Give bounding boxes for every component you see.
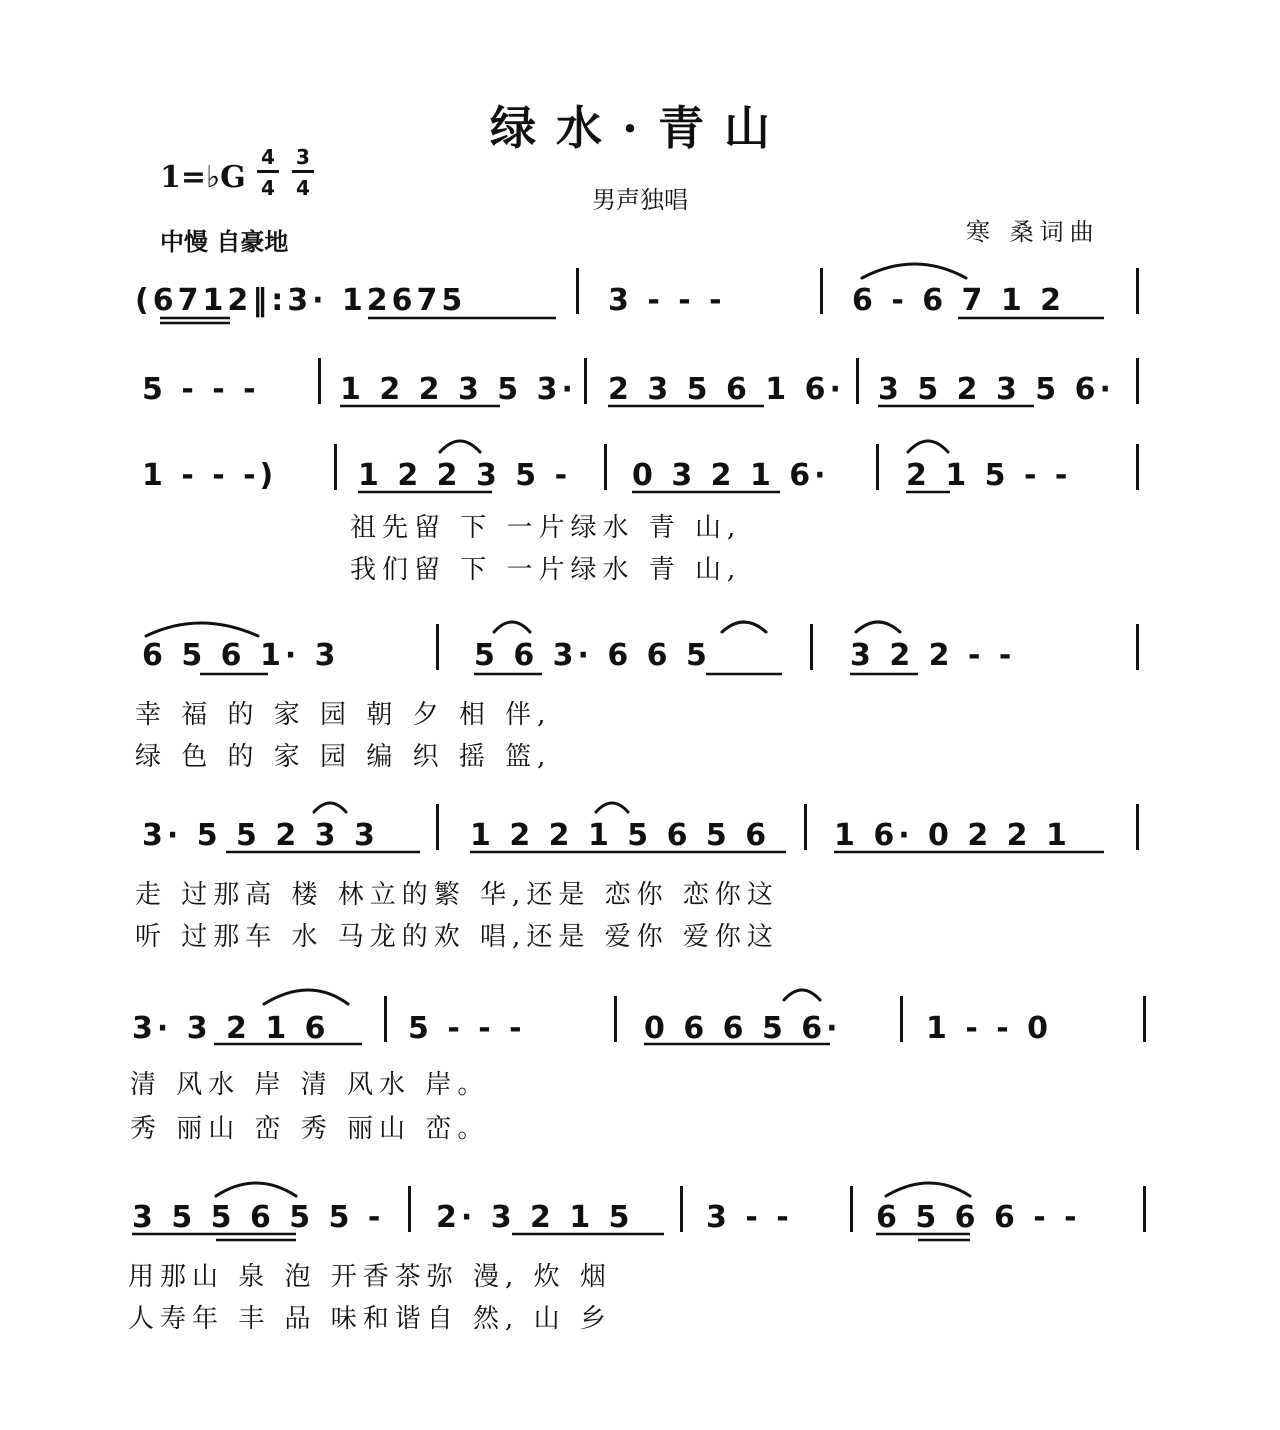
key-signature: 1=♭G [160,160,246,195]
slur-mark [216,1183,296,1196]
bar-line [1143,1186,1146,1232]
bar-line [576,268,579,314]
measure: 3· 5 5 2 3 3 [142,818,379,853]
slur-mark [784,990,820,1000]
bar-line [856,358,859,404]
bar-line [614,996,617,1042]
time-sig-denominator: 4 [261,176,275,200]
bar-line [584,358,587,404]
measure: 5 - - - [142,372,260,407]
bar-line [804,804,807,850]
slur-mark [494,622,530,632]
measure: 2· 3 2 1 5 [436,1200,634,1235]
measure: 1 2 2 3 5 - [358,458,572,493]
bar-line [1143,996,1146,1042]
lyric-verse-1: 幸 福 的 家 园 朝 夕 相 伴, [135,700,552,730]
lyric-verse-2: 秀 丽山 峦 秀 丽山 峦。 [130,1114,490,1144]
measure: 1 - - 0 [926,1011,1052,1046]
time-sig-numerator: 4 [261,145,275,169]
slur-mark [146,623,258,636]
slur-mark [596,803,628,812]
lyric-verse-2: 听 过那车 水 马龙的欢 唱,还是 爱你 爱你这 [135,922,779,952]
measure: 3 - - [706,1200,793,1235]
bar-line [1136,804,1139,850]
bar-line [900,996,903,1042]
bar-line [876,444,879,490]
bar-line [1136,444,1139,490]
bar-line [408,1186,411,1232]
bar-line [1136,268,1139,314]
bar-line [436,804,439,850]
measure: 6 - 6 7 1 2 [852,283,1066,318]
slur-mark [856,622,900,632]
time-sig-divider [257,170,279,173]
measure: 3· 3 2 1 6 [132,1011,330,1046]
lyric-verse-2: 我们留 下 一片绿水 青 山, [350,555,742,585]
measure: 1 2 2 1 5 6 5 6 [470,818,771,853]
measure: 1 6· 0 2 2 1 [834,818,1071,853]
slur-mark [722,622,766,632]
time-sig-denominator: 4 [296,176,310,200]
time-sig-numerator: 3 [296,145,310,169]
bar-line [384,996,387,1042]
slur-mark [862,264,966,278]
composer-credit: 寒 桑词曲 [966,218,1100,246]
measure: 3 - - - [608,283,726,318]
tempo-marking: 中慢 自豪地 [160,228,289,256]
lyric-verse-1: 用那山 泉 泡 开香茶弥 漫, 炊 烟 [128,1262,612,1292]
measure: 3 5 2 3 5 6· [878,372,1115,407]
measure: (6712‖:3· 12675 [135,283,467,318]
bar-line [318,358,321,404]
song-title: 绿水·青山 [489,101,790,155]
slur-mark [440,441,480,452]
measure: 5 6 3· 6 6 5 [474,638,711,673]
slur-mark [314,803,346,812]
measure: 0 3 2 1 6· [632,458,830,493]
bar-line [1136,358,1139,404]
lyric-verse-1: 走 过那高 楼 林立的繁 华,还是 恋你 恋你这 [135,880,779,910]
performance-type: 男声独唱 [592,186,688,214]
bar-line [820,268,823,314]
measure: 3 5 5 6 5 5 - [132,1200,385,1235]
slur-mark [886,1183,970,1196]
lyric-verse-1: 祖先留 下 一片绿水 青 山, [350,513,742,543]
slur-mark [908,441,948,452]
lyric-verse-2: 人寿年 丰 品 味和谐自 然, 山 乡 [128,1304,612,1334]
measure: 0 6 6 5 6· [644,1011,842,1046]
measure: 1 2 2 3 5 3· [340,372,577,407]
bar-line [604,444,607,490]
measure: 5 - - - [408,1011,526,1046]
bar-line [680,1186,683,1232]
lyric-verse-2: 绿 色 的 家 园 编 织 摇 篮, [135,742,552,772]
measure: 3 2 2 - - [850,638,1016,673]
measure: 1 - - -) [142,458,278,493]
measure: 2 3 5 6 1 6· [608,372,845,407]
lyric-verse-1: 清 风水 岸 清 风水 岸。 [130,1070,490,1100]
measure: 6 5 6 1· 3 [142,638,340,673]
slur-mark [264,990,348,1004]
bar-line [810,624,813,670]
bar-line [334,444,337,490]
bar-line [850,1186,853,1232]
time-sig-divider [292,170,314,173]
bar-line [1136,624,1139,670]
measure: 6 5 6 6 - - [876,1200,1081,1235]
bar-line [436,624,439,670]
measure: 2 1 5 - - [906,458,1072,493]
